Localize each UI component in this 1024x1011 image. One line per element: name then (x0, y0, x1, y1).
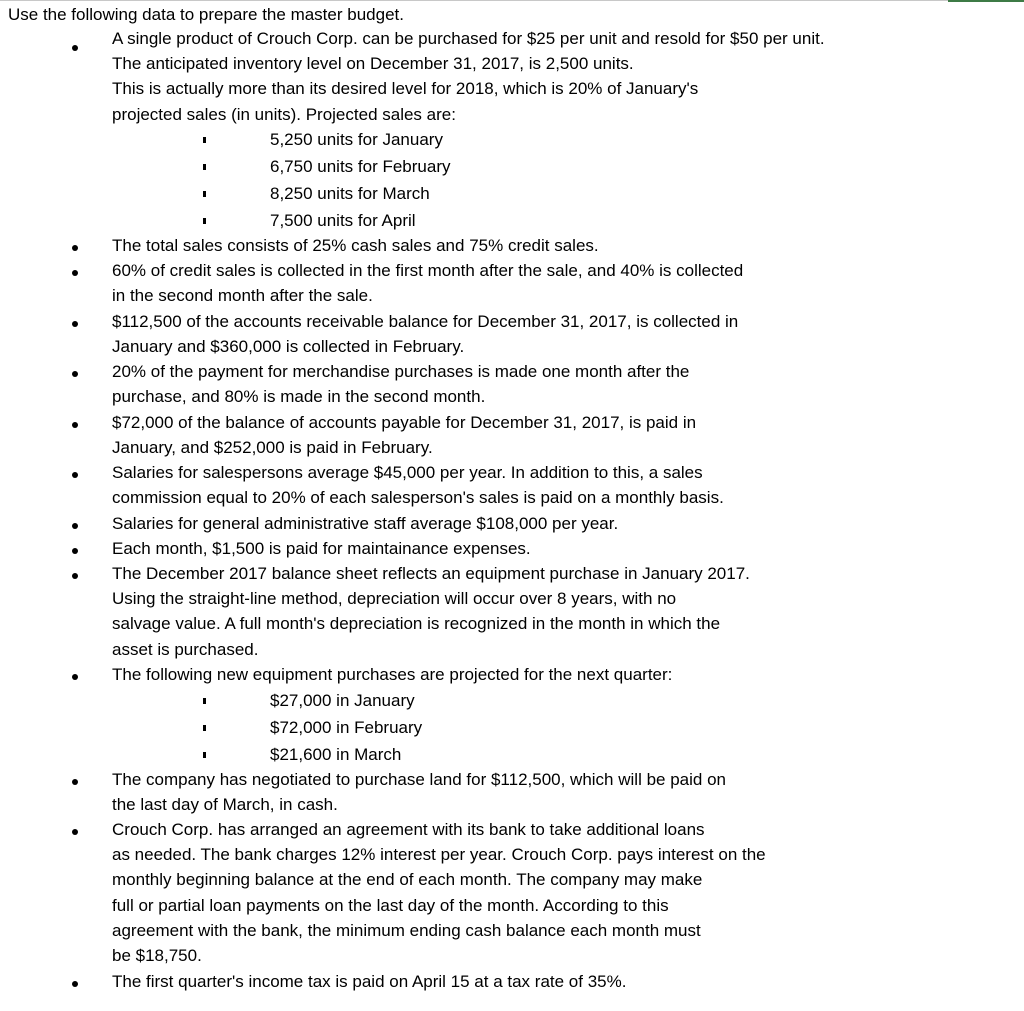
bullet-icon (72, 45, 78, 51)
bullet-icon (72, 829, 78, 835)
list-item-income-tax: The first quarter's income tax is paid on April 15 at a tax rate of 35%. (112, 972, 627, 991)
equipment-february: $72,000 in February (270, 718, 423, 737)
bullet-icon (72, 422, 78, 428)
bullet-icon (72, 371, 78, 377)
list-item-sales-salaries: Salaries for salespersons average $45,000 per year. In addition to this, a sales commission equal to 20% of each salesperson's sales is paid on a monthly basis. (112, 463, 724, 508)
bullet-icon (72, 523, 78, 529)
bullet-icon (72, 245, 78, 251)
list-item-bank-loans: Crouch Corp. has arranged an agreement with its bank to take additional loans as needed. The bank charges 12% interest per year. Crouch Corp. pays interest on the monthly beginning balance at the end of each month. The company may make full or partial loan payments on the last day of the month. According to this agreement with the bank, the minimum ending cash balance each month must be $18,750. (112, 820, 766, 966)
bullet-icon (72, 674, 78, 680)
list-item-product: A single product of Crouch Corp. can be purchased for $25 per unit and resold for $50 per unit. The anticipated inventory level on December 31, 2017, is 2,500 units. This is actually more than its desired level for 2018, which is 20% of January's projected sales (in units). Projected sales are: (112, 29, 825, 124)
bullet-icon (72, 779, 78, 785)
square-bullet-icon (203, 725, 206, 731)
equipment-january: $27,000 in January (270, 691, 415, 710)
list-item-maintenance: Each month, $1,500 is paid for maintainance expenses. (112, 539, 531, 558)
top-accent-bar (948, 0, 1024, 2)
list-item-equipment-purchases: The following new equipment purchases are projected for the next quarter: (112, 665, 673, 684)
list-item-credit-collection: 60% of credit sales is collected in the first month after the sale, and 40% is collected in the second month after the sale. (112, 261, 744, 306)
bullet-icon (72, 548, 78, 554)
list-item-depreciation: The December 2017 balance sheet reflects an equipment purchase in January 2017. Using the straight-line method, depreciation will occur over 8 years, with no salvage value. A full month's depreciation is recognized in the month in which the asset is purchased. (112, 564, 750, 659)
projected-sales-april: 7,500 units for April (270, 211, 416, 230)
square-bullet-icon (203, 698, 206, 704)
projected-sales-january: 5,250 units for January (270, 130, 443, 149)
list-item-payables: $72,000 of the balance of accounts payable for December 31, 2017, is paid in January, and $252,000 is paid in February. (112, 413, 697, 458)
projected-sales-march: 8,250 units for March (270, 184, 430, 203)
square-bullet-icon (203, 191, 206, 197)
list-item-purchase-payments: 20% of the payment for merchandise purchases is made one month after the purchase, and 80% is made in the second month. (112, 362, 690, 407)
square-bullet-icon (203, 164, 206, 170)
projected-sales-february: 6,750 units for February (270, 157, 451, 176)
square-bullet-icon (203, 752, 206, 758)
intro-heading: Use the following data to prepare the master budget. (8, 5, 404, 24)
list-item-sales-mix: The total sales consists of 25% cash sales and 75% credit sales. (112, 236, 599, 255)
bullet-icon (72, 321, 78, 327)
equipment-march: $21,600 in March (270, 745, 402, 764)
top-border (0, 0, 948, 1)
square-bullet-icon (203, 218, 206, 224)
list-item-receivables: $112,500 of the accounts receivable balance for December 31, 2017, is collected in January and $360,000 is collected in February. (112, 312, 739, 357)
bullet-icon (72, 472, 78, 478)
bullet-icon (72, 270, 78, 276)
square-bullet-icon (203, 137, 206, 143)
list-item-admin-salaries: Salaries for general administrative staff average $108,000 per year. (112, 514, 619, 533)
list-item-land-purchase: The company has negotiated to purchase land for $112,500, which will be paid on the last day of March, in cash. (112, 770, 726, 815)
bullet-icon (72, 573, 78, 579)
bullet-icon (72, 981, 78, 987)
